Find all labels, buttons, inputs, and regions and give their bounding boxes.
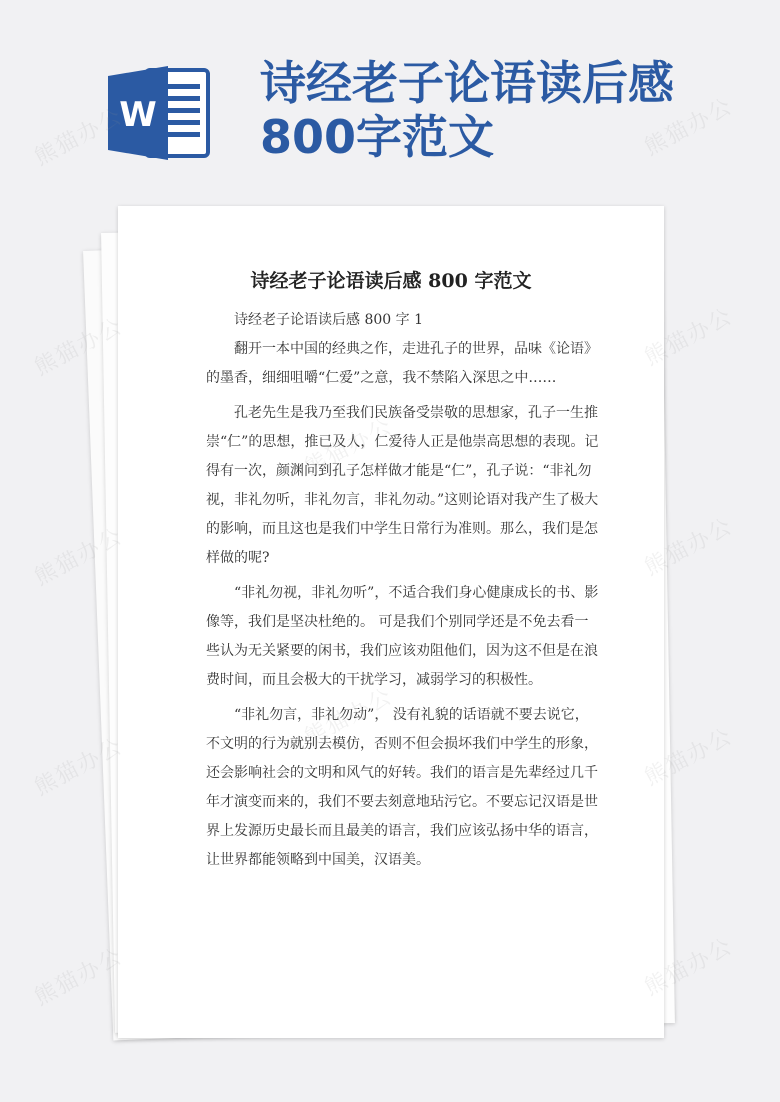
word-document-icon <box>108 66 212 160</box>
page-header <box>0 0 780 200</box>
document-subtitle: 诗经老子论语读后感 800 字 1 <box>234 312 423 328</box>
watermark: 熊猫办公 <box>30 313 128 381</box>
document-body <box>206 306 602 875</box>
svg-text:W: W <box>119 95 157 135</box>
watermark: 熊猫办公 <box>640 933 738 1001</box>
document-paragraph: 孔老先生是我乃至我们民族备受崇敬的思想家，孔子一生推崇“仁”的思想，推已及人，仁爱待人正是他崇高思想的表现。记得有一次，颜渊问到孔子怎样做才能是“仁”，孔子说：“非礼勿视，非礼勿听，非礼勿言，非礼勿动。”这则论语对我产生了极大的影响，而且这也是我们中学生日常行为准则。那么，我们是怎样做的呢? <box>206 405 599 566</box>
document-paragraph: 翻开一本中国的经典之作，走进孔子的世界，品味《论语》的墨香，细细咀嚼“仁爱”之意，我不禁陷入深思之中…… <box>206 341 598 386</box>
document-title: 诗经老子论语读后感 800 字范文 <box>250 270 532 292</box>
watermark: 熊猫办公 <box>640 303 738 371</box>
watermark: 熊猫办公 <box>640 513 738 581</box>
page-title: 诗经老子论语读后感800字范文 <box>260 56 674 164</box>
watermark: 熊猫办公 <box>30 943 128 1011</box>
watermark: 熊猫办公 <box>640 723 738 791</box>
document-paragraph: “非礼勿言，非礼勿动”， 没有礼貌的话语就不要去说它，不文明的行为就别去模仿，否则不但会损坏我们中学生的形象，还会影响社会的文明和风气的好转。我们的语言是先辈经过几千年才演变而来的，我们不要去刻意地玷污它。不要忘记汉语是世界上发源历史最长而且最美的语言，我们应该弘扬中华的语言， 让世界都能领略到中国美，汉语美。 <box>206 707 598 868</box>
watermark: 熊猫办公 <box>30 523 128 591</box>
document-paragraph: “非礼勿视，非礼勿听”，不适合我们身心健康成长的书、影像等，我们是坚决杜绝的。 可是我们个别同学还是不免去看一些认为无关紧要的闲书，我们应该劝阻他们，因为这不但是在浪费时间，而且会极大的干扰学习，减弱学习的积极性。 <box>206 585 599 688</box>
watermark: 熊猫办公 <box>640 93 738 161</box>
document-page <box>118 206 664 1038</box>
watermark: 熊猫办公 <box>30 733 128 801</box>
watermark: 熊猫办公 <box>30 103 128 171</box>
